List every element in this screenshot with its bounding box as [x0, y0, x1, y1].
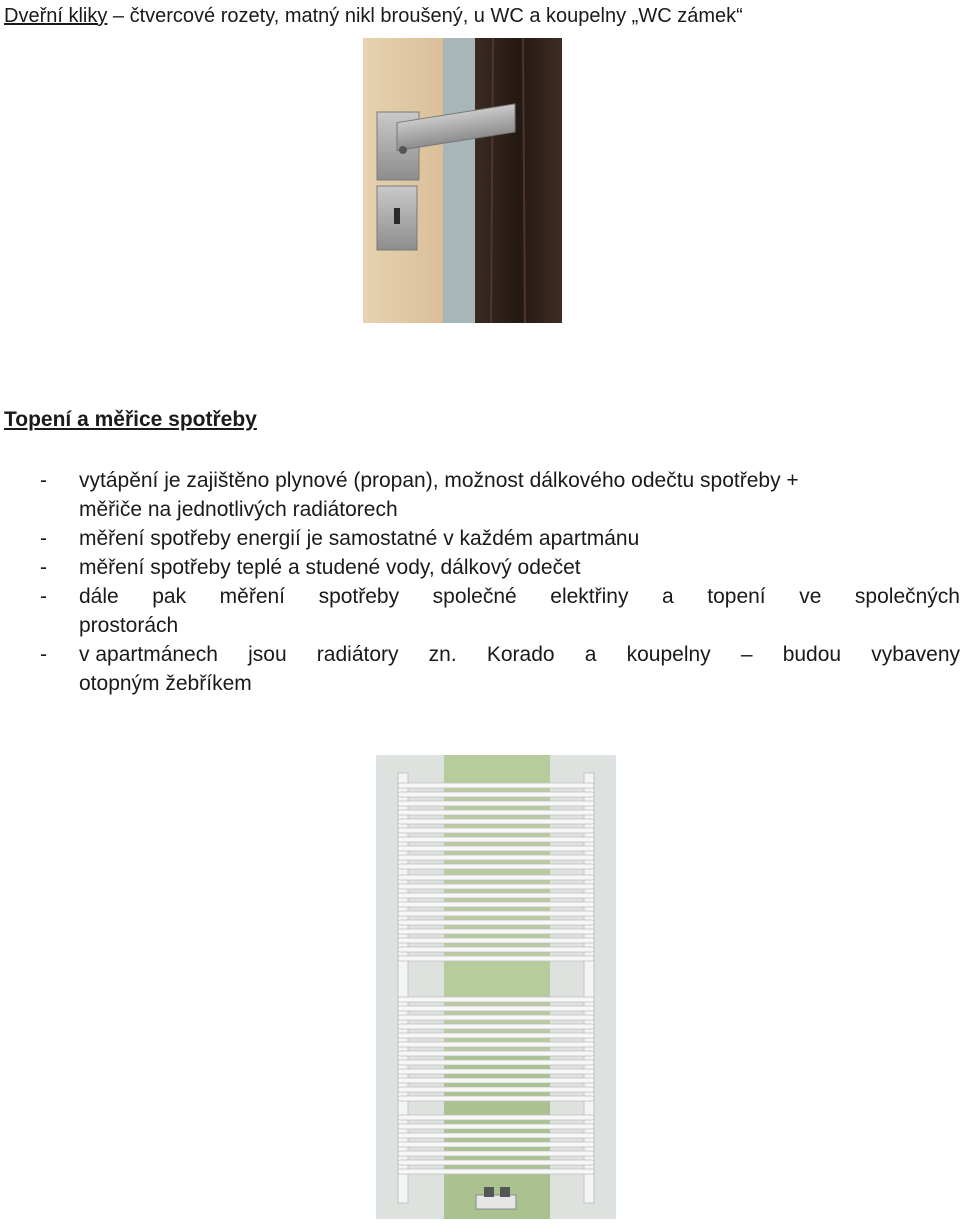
radiator-rung [398, 884, 594, 889]
radiator-rung [398, 792, 594, 797]
word: zn. [428, 643, 457, 666]
heating-item-4-cont: prostorách [79, 614, 179, 637]
word: radiátory [316, 643, 399, 666]
radiator-rung [398, 1151, 594, 1156]
towel-radiator-photo-icon [376, 755, 616, 1219]
radiator-rung [398, 938, 594, 943]
radiator-rung [398, 864, 594, 869]
radiator-rung [398, 1006, 594, 1011]
radiator-rung [398, 1015, 594, 1020]
word: a [584, 643, 597, 666]
radiator-rung [398, 1042, 594, 1047]
radiator-rung [398, 828, 594, 833]
bullet: - [40, 469, 47, 492]
word: Korado [486, 643, 555, 666]
bullet: - [40, 527, 47, 550]
word: měření [219, 585, 286, 608]
word: dále [79, 585, 119, 608]
radiator-rung [398, 1078, 594, 1083]
door-handles-title-rest: – čtvercové rozety, matný nikl broušený, u WC a koupelny „WC zámek“ [107, 5, 743, 27]
radiator-rung [398, 783, 594, 788]
word: v apartmánech [79, 643, 218, 666]
radiator-rung [398, 1060, 594, 1065]
radiator-rung [398, 837, 594, 842]
heating-item-3: měření spotřeby teplé a studené vody, dálkový odečet [79, 556, 581, 579]
bullet: - [40, 585, 47, 608]
word: koupelny [626, 643, 711, 666]
radiator-rung [398, 819, 594, 824]
word: společné [432, 585, 517, 608]
word: vybaveny [871, 643, 960, 666]
radiator-rung [398, 1024, 594, 1029]
word: pak [152, 585, 187, 608]
radiator-rung [398, 1133, 594, 1138]
heating-item-1-cont: měřiče na jednotlivých radiátorech [79, 498, 398, 521]
heating-heading: Topení a měřice spotřeby [4, 408, 257, 431]
word: – [740, 643, 753, 666]
radiator-rung [398, 1160, 594, 1165]
word: společných [854, 585, 960, 608]
radiator-rung [398, 1033, 594, 1038]
door-handles-title-underlined: Dveřní kliky [4, 5, 108, 27]
heating-item-5 [79, 640, 960, 669]
radiator-rung [398, 1096, 594, 1101]
radiator-rung [398, 920, 594, 925]
heating-item-2: měření spotřeby energií je samostatné v každém apartmánu [79, 527, 640, 550]
radiator-rung [398, 1124, 594, 1129]
word: topení [707, 585, 766, 608]
radiator-rung [398, 956, 594, 961]
radiator-rung [398, 810, 594, 815]
radiator-rung [398, 1087, 594, 1092]
word: budou [782, 643, 842, 666]
radiator-rung [398, 846, 594, 851]
word: jsou [248, 643, 287, 666]
word: spotřeby [318, 585, 400, 608]
word: ve [799, 585, 822, 608]
radiator-rung [398, 929, 594, 934]
word: elektřiny [550, 585, 629, 608]
radiator-rung [398, 875, 594, 880]
heating-item-5-cont: otopným žebříkem [79, 672, 252, 695]
radiator-rung [398, 893, 594, 898]
radiator-rung [398, 997, 594, 1002]
radiator-rung [398, 1051, 594, 1056]
radiator-rung [398, 911, 594, 916]
heating-item-1: vytápění je zajištěno plynové (propan), možnost dálkového odečtu spotřeby + [79, 469, 799, 492]
radiator-rung [398, 947, 594, 952]
heating-item-4 [79, 582, 960, 611]
radiator-rung [398, 1069, 594, 1074]
door-handles-title [4, 4, 743, 28]
word: a [662, 585, 674, 608]
radiator-rung [398, 902, 594, 907]
bullet: - [40, 643, 47, 666]
radiator-rung [398, 1142, 594, 1147]
radiator-rung [398, 801, 594, 806]
radiator-rung [398, 1115, 594, 1120]
bullet: - [40, 556, 47, 579]
radiator-rung [398, 1169, 594, 1174]
radiator-rung [398, 855, 594, 860]
door-handle-photo-icon [363, 38, 562, 323]
